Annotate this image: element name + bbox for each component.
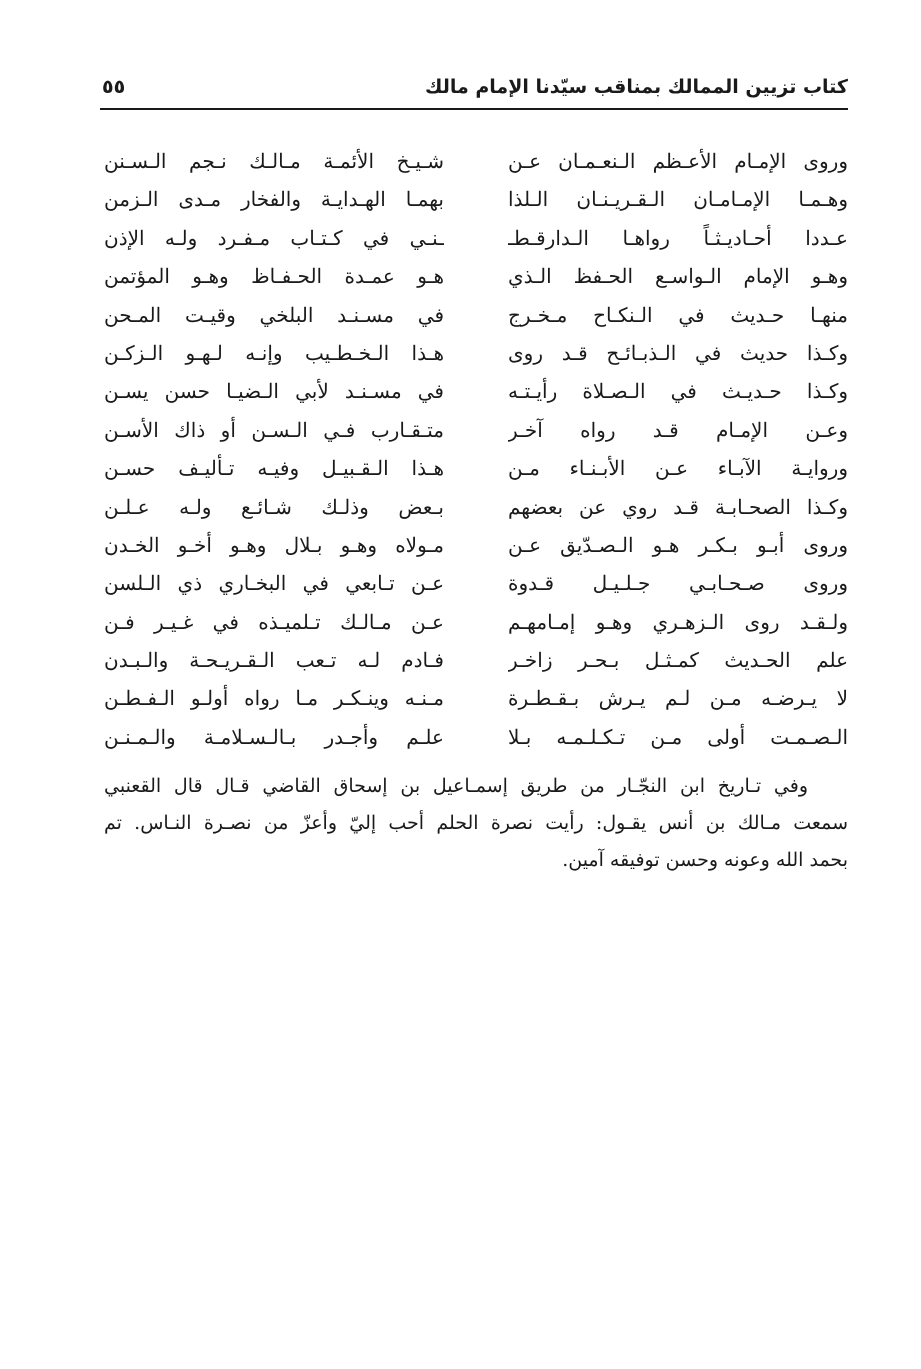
verse-second-half: شـيـخ الأئمـة مـالـك نـجم الـسـنن <box>104 149 444 173</box>
verse-second-half: في مسـنـد لأبي الـضيـا حسن يسـن <box>104 379 444 404</box>
poem-verse <box>100 449 848 487</box>
verse-second-half: عـن مـالـك تـلميـذه في غـيـر فـن <box>104 609 444 634</box>
verse-first-half: وروى صـحـابـي جـلـيـل قـدوة <box>508 571 848 596</box>
poem-verse <box>100 718 848 756</box>
poem-verse <box>100 219 848 257</box>
verse-second-half: هـذا الـقـبيـل وفيـه تـأليـف حسـن <box>104 456 444 481</box>
poem-verse <box>100 142 848 180</box>
running-header <box>100 72 848 110</box>
verse-first-half: وكـذا الصحـابـة قـد روي عن بعضهم <box>508 494 848 519</box>
poem-verse <box>100 411 848 449</box>
poem-verse <box>100 564 848 602</box>
poem-verse <box>100 488 848 526</box>
verse-second-half: ـنـي في كـتـاب مـفـرد ولـه الإذن <box>104 225 444 250</box>
verse-second-half: في مسـنـد البلخي وقيـت المـحن <box>104 302 444 327</box>
verse-first-half: وعـن الإمـام قـد رواه آخـر <box>508 417 848 442</box>
closing-paragraph <box>104 768 848 879</box>
verse-first-half: لا يـرضـه مـن لـم يـرش بـقـطـرة <box>508 686 848 711</box>
book-title: كتاب تزيين الممالك بمناقب سيّدنا الإمام مالك <box>425 76 848 98</box>
poem-verse <box>100 257 848 295</box>
page-number: ٥٥ <box>102 76 126 98</box>
verse-second-half: متـقـارب فـي الـسـن أو ذاك الأسـن <box>104 417 444 442</box>
verse-second-half: بهمـا الهـدايـة والفخار مـدى الـزمن <box>104 187 444 212</box>
verse-first-half: منهـا حـديث في الـنكـاح مـخـرج <box>508 302 848 327</box>
verse-second-half: فـادم لـه تـعب الـقـريـحـة والـبـدن <box>104 648 444 673</box>
poem-verse <box>100 641 848 679</box>
verse-second-half: بـعض وذلـك شـائـع ولـه عـلـن <box>104 494 444 519</box>
verse-first-half: وهـمـا الإمـامـان الـقـريـنـان الـلذا <box>508 187 848 212</box>
verse-first-half: وكـذا حديث في الـذبـائـح قـد روى <box>508 340 848 365</box>
poem-verse <box>100 603 848 641</box>
verse-second-half: مـولاه وهـو بـلال وهـو أخـو الخـدن <box>104 532 444 557</box>
poem-verse <box>100 180 848 218</box>
verse-first-half: وروى الإمـام الأعـظم الـنعـمـان عـن <box>508 149 848 173</box>
verse-second-half: علـم وأجـدر بـالـسـلامـة والـمـنـن <box>104 724 444 749</box>
verse-first-half: وكـذا حـديـث في الـصـلاة رأيـتـه <box>508 379 848 404</box>
verse-first-half: الـصـمـت أولى مـن تـكـلـمـه بـلا <box>508 724 848 749</box>
verse-first-half: وروايـة الآبـاء عـن الأبـنـاء مـن <box>508 456 848 481</box>
verse-first-half: ولـقـد روى الـزهـري وهـو إمـامهـم <box>508 609 848 634</box>
verse-second-half: مـنـه وينـكـر مـا رواه أولـو الـفـطـن <box>104 686 444 711</box>
poem-verse <box>100 296 848 334</box>
poem-verse <box>100 679 848 717</box>
verse-first-half: وروى أبـو بـكـر هـو الـصـدّيق عـن <box>508 532 848 557</box>
paragraph-line: بحمد الله وعونه وحسن توفيقه آمين. <box>562 849 848 871</box>
verse-first-half: عـددا أحـاديـثـاً رواهـا الـدارقـطـ <box>508 225 848 250</box>
poem-verse <box>100 372 848 410</box>
verse-second-half: هـذا الـخـطـيب وإنـه لـهـو الـزكـن <box>104 340 444 365</box>
verse-first-half: علم الحـديث كمـثـل بـحـر زاخـر <box>508 648 848 673</box>
poem-verse <box>100 526 848 564</box>
paragraph-line: سمعت مـالك بن أنس يقـول: رأيت نصرة الحلم أحب إليّ وأعزّ من نصـرة النـاس. تم <box>104 812 848 834</box>
verse-second-half: عـن تـابعي في البخـاري ذي الـلسن <box>104 571 444 596</box>
poem-verse <box>100 334 848 372</box>
verse-first-half: وهـو الإمام الـواسـع الحـفظ الـذي <box>508 264 848 289</box>
verse-second-half: هـو عمـدة الحـفـاظ وهـو المؤتمن <box>104 264 444 289</box>
paragraph-line: وفي تـاريخ ابن النجّـار من طريق إسمـاعيل بن إسحاق القاضي قـال قال القعنبي <box>104 775 808 797</box>
poem <box>100 142 848 756</box>
